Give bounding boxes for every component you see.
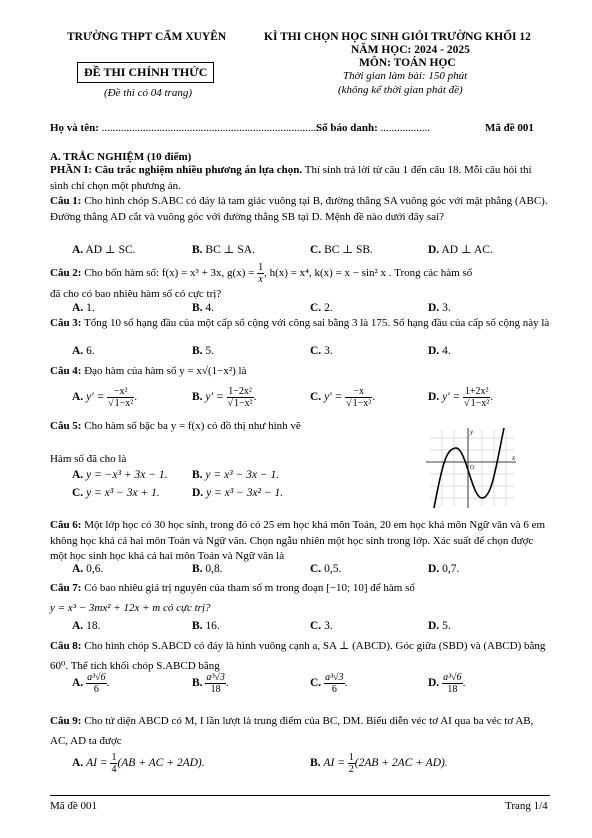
q3-label: Câu 3: bbox=[50, 317, 82, 329]
q2-option-b[interactable]: B. 4. bbox=[192, 302, 215, 314]
q3-option-a[interactable]: A. 6. bbox=[72, 345, 95, 357]
q2-line2: đã cho có bao nhiêu hàm số có cực trị? bbox=[50, 288, 222, 300]
footer-page-number: Trang 1/4 bbox=[505, 800, 548, 812]
q1-option-b[interactable]: B. BC ⊥ SA. bbox=[192, 244, 255, 256]
q7-line2: y = x³ − 3mx² + 12x + m có cực trị? bbox=[50, 602, 211, 614]
q6-option-b[interactable]: B. 0,8. bbox=[192, 563, 223, 575]
q5-cubic-graph bbox=[420, 426, 520, 510]
q3-option-c[interactable]: C. 3. bbox=[310, 345, 333, 357]
question-5: Câu 5: Cho hàm số bậc ba y = f(x) có đồ thị như hình vẽ bbox=[50, 420, 301, 432]
question-9: Câu 9: Cho tứ diện ABCD có M, I lần lượt là trung điểm của BC, DM. Biểu diễn véc tơ AI qua ba véc tơ AB, AC, AD ta được bbox=[50, 715, 534, 747]
section-title: A. TRẮC NGHIỆM (10 điểm) bbox=[50, 151, 192, 163]
part-instructions bbox=[50, 163, 550, 194]
q2-label: Câu 2: bbox=[50, 267, 82, 280]
school-year: NĂM HỌC: 2024 - 2025 bbox=[351, 44, 470, 56]
cubic-curve bbox=[434, 428, 504, 508]
name-dots: ............................................................................... bbox=[101, 122, 319, 134]
q6-option-d[interactable]: D. 0,7. bbox=[428, 563, 460, 575]
exam-time: Thời gian làm bài: 150 phút bbox=[343, 70, 468, 82]
q5-label: Câu 5: bbox=[50, 420, 82, 432]
q6-label: Câu 6: bbox=[50, 519, 82, 531]
q7-option-c[interactable]: C. 3. bbox=[310, 620, 333, 632]
q5-option-a[interactable]: A. y = −x³ + 3x − 1. bbox=[72, 469, 168, 481]
official-exam-box: ĐỀ THI CHÍNH THỨC bbox=[77, 62, 214, 83]
footer-rule bbox=[50, 795, 550, 796]
student-id-row bbox=[316, 122, 430, 134]
q6-option-c[interactable]: C. 0,5. bbox=[310, 563, 342, 575]
q1-option-d[interactable]: D. AD ⊥ AC. bbox=[428, 244, 493, 256]
graph-x-label: x bbox=[512, 454, 516, 462]
q1-label: Câu 1: bbox=[50, 195, 82, 207]
subject: MÔN: TOÁN HỌC bbox=[359, 57, 456, 69]
question-1 bbox=[50, 194, 550, 225]
pages-note: (Đề thi có 04 trang) bbox=[104, 87, 192, 99]
q1-text: Cho hình chóp S.ABC có đáy là tam giác vuông tại B, đường thẳng SA vuông góc với mặt phẳng (ABC). Đường thẳng AD cắt và vuông góc với đường thẳng SB tại D. Mệnh đề nào dưới đây sai? bbox=[50, 195, 548, 223]
exam-title: KÌ THI CHỌN HỌC SINH GIỎI TRƯỜNG KHỐI 12 bbox=[264, 31, 531, 43]
q3-option-b[interactable]: B. 5. bbox=[192, 345, 215, 357]
time-note: (không kể thời gian phát đề) bbox=[338, 84, 463, 96]
q7-option-a[interactable]: A. 18. bbox=[72, 620, 101, 632]
q1-option-a[interactable]: A. AD ⊥ SC. bbox=[72, 244, 136, 256]
q2-fraction: $\frac{1}{x}$ bbox=[258, 262, 264, 285]
q5-option-c[interactable]: C. y = x³ − 3x + 1. bbox=[72, 487, 160, 499]
part-text: Thí sinh trả lời từ câu 1 đến câu 18. Mỗi câu hỏi thí sinh chỉ chọn một phương án. bbox=[50, 164, 532, 192]
student-name-row bbox=[50, 122, 319, 134]
exam-code: Mã đề 001 bbox=[485, 122, 534, 134]
name-label: Họ và tên: bbox=[50, 122, 99, 134]
footer-exam-code: Mã đề 001 bbox=[50, 800, 98, 812]
graph-y-label: y bbox=[470, 428, 474, 436]
question-4: Câu 4: Đạo hàm của hàm số y = x√(1−x²) là bbox=[50, 365, 247, 377]
q8-option-c[interactable]: C. $\frac{\text{a³√3}}{6}$ . bbox=[310, 672, 348, 695]
question-8: Câu 8: Cho hình chóp S.ABCD có đáy là hình vuông cạnh a, SA ⊥ (ABCD). Góc giữa (SBD) và (ABCD) bằng 60⁰. Thể tích khối chóp S.ABCD bằng bbox=[50, 640, 546, 672]
q4-option-b[interactable]: B. y' = $\frac{\text{1−2x²}}{\text{√1−x²}}$ . bbox=[192, 386, 257, 409]
question-2: Câu 2: Cho bốn hàm số: f(x) = x³ + 3x, g(x) = $\frac{1}{x}$ , h(x) = x⁴, k(x) = x − sin² x . Trong các hàm số bbox=[50, 262, 473, 285]
q1-option-c[interactable]: C. BC ⊥ SB. bbox=[310, 244, 373, 256]
id-label: Số báo danh: bbox=[316, 122, 378, 134]
q2-option-c[interactable]: C. 2. bbox=[310, 302, 333, 314]
q5-option-d[interactable]: D. y = x³ − 3x² − 1. bbox=[192, 487, 284, 499]
q8-label: Câu 8: bbox=[50, 640, 82, 652]
q4-option-d[interactable]: D. y' = $\frac{\text{1+2x²}}{\text{√1−x²}}$ . bbox=[428, 386, 494, 409]
q9-option-a[interactable]: A. AI = $\frac{1}{4}$ (AB + AC + 2AD). bbox=[72, 752, 205, 775]
q8-option-d[interactable]: D. $\frac{\text{a³√6}}{18}$ . bbox=[428, 672, 466, 695]
q4-option-a[interactable]: A. y' = $\frac{\text{−x²}}{\text{√1−x²}}$ . bbox=[72, 386, 138, 409]
part-label: PHẦN I: Câu trắc nghiệm nhiều phương án lựa chọn. bbox=[50, 164, 303, 176]
q2-option-a[interactable]: A. 1. bbox=[72, 302, 95, 314]
graph-origin-label: O bbox=[470, 465, 475, 471]
q7-label: Câu 7: bbox=[50, 582, 82, 594]
q3-option-d[interactable]: D. 4. bbox=[428, 345, 451, 357]
q8-option-a[interactable]: A. $\frac{\text{a³√6}}{6}$ . bbox=[72, 672, 110, 695]
q4-label: Câu 4: bbox=[50, 365, 82, 377]
q2-option-d[interactable]: D. 3. bbox=[428, 302, 451, 314]
q7-option-d[interactable]: D. 5. bbox=[428, 620, 451, 632]
q9-label: Câu 9: bbox=[50, 715, 82, 727]
q9-option-b[interactable]: B. AI = $\frac{1}{2}$ (2AB + 2AC + AD). bbox=[310, 752, 448, 775]
q4-option-c[interactable]: C. y' = $\frac{-x}{\text{√1−x²}}$ . bbox=[310, 386, 376, 409]
question-7: Câu 7: Có bao nhiêu giá trị nguyên của tham số m trong đoạn [−10; 10] để hàm số bbox=[50, 582, 415, 594]
question-3: Câu 3: Tổng 10 số hạng đầu của một cấp số cộng với công sai bằng 3 là 175. Số hạng đầu của cấp số cộng này là bbox=[50, 317, 550, 329]
id-dots: .................. bbox=[380, 122, 431, 134]
q6-option-a[interactable]: A. 0,6. bbox=[72, 563, 104, 575]
q5-option-b[interactable]: B. y = x³ − 3x − 1. bbox=[192, 469, 280, 481]
school-name: TRƯỜNG THPT CẨM XUYÊN bbox=[67, 31, 227, 43]
q5-line2: Hàm số đã cho là bbox=[50, 453, 127, 465]
q7-option-b[interactable]: B. 16. bbox=[192, 620, 220, 632]
question-6: Câu 6: Một lớp học có 30 học sinh, trong đó có 25 em học khá môn Toán, 20 em học khá môn Ngữ văn và 6 em không học khá cả hai môn Toán và Ngữ văn. Chọn ngẫu nhiên một học sinh trong lớp. Xác suất để chọn được một học sinh học khá cả hai môn Toán và Ngữ văn là bbox=[50, 519, 546, 562]
q8-option-b[interactable]: B. $\frac{\text{a³√3}}{18}$ . bbox=[192, 672, 229, 695]
